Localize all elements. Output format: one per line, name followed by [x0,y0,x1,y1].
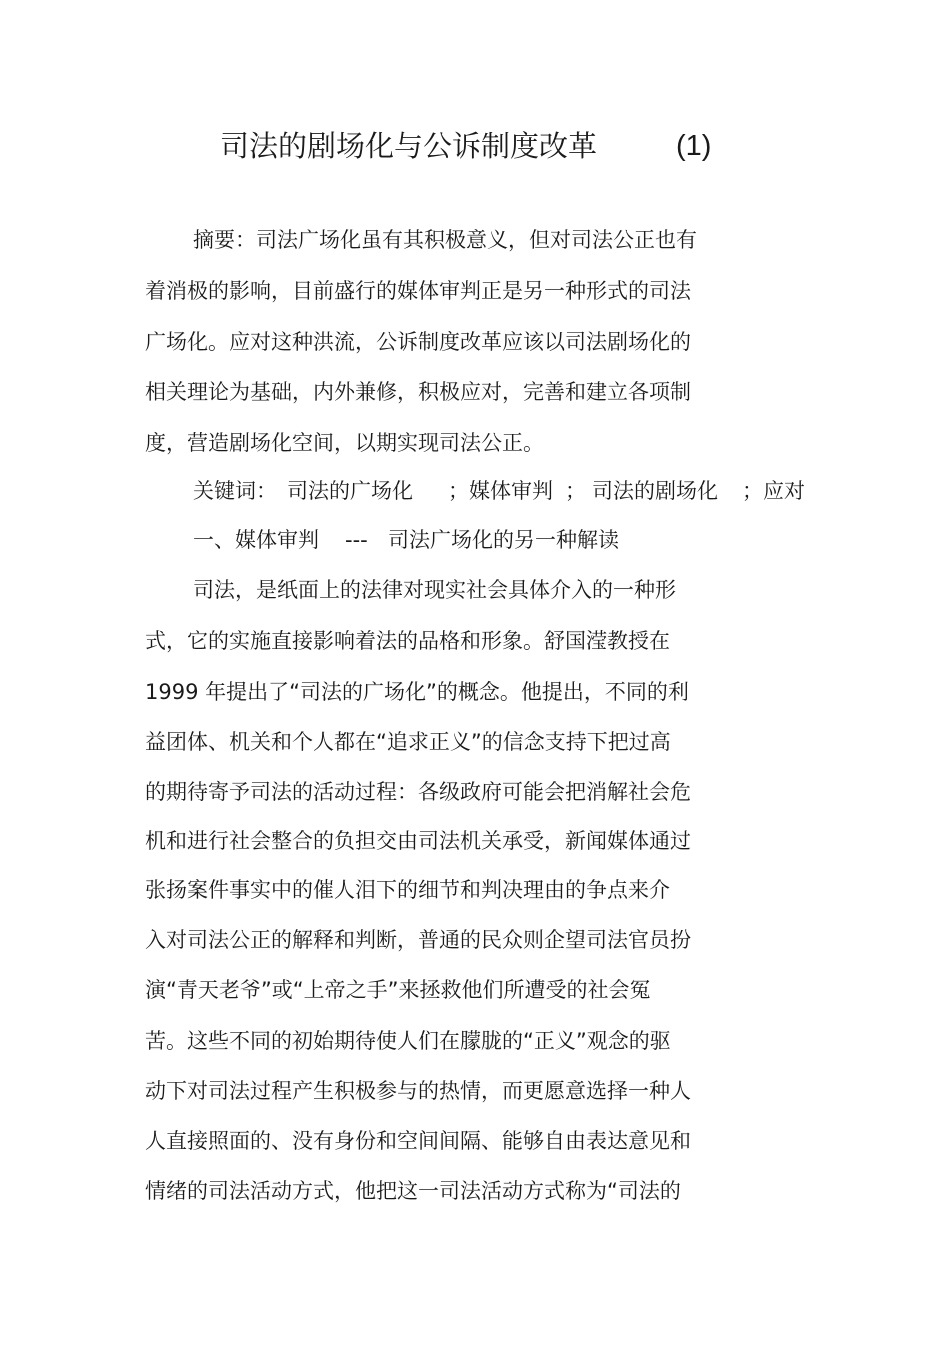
body-line: 张扬案件事实中的催人泪下的细节和判决理由的争点来介 [145,878,670,902]
body-line: 情绪的司法活动方式，他把这一司法活动方式称为“司法的 [145,1179,681,1203]
body-line: 动下对司法过程产生积极参与的热情，而更愿意选择一种人 [145,1079,691,1103]
body-line: 人直接照面的、没有身份和空间间隔、能够自由表达意见和 [145,1129,691,1153]
keywords-line [0,473,950,509]
body-line: 司法，是纸面上的法律对现实社会具体介入的一种形 [193,578,676,602]
body-line: 式，它的实施直接影响着法的品格和形象。舒国滢教授在 [145,629,670,653]
section-heading [0,522,950,558]
body-line: 1999 年提出了“司法的广场化”的概念。他提出，不同的利 [145,680,689,704]
section-heading-part: 司法广场化的另一种解读 [388,528,619,552]
title-number: (1) [676,130,712,162]
keyword-item: 司法的广场化 [287,479,413,503]
document-title [0,124,950,168]
body-line: 益团体、机关和个人都在“追求正义”的信念支持下把过高 [145,730,671,754]
body-line: 机和进行社会整合的负担交由司法机关承受，新闻媒体通过 [145,829,691,853]
abstract-line: 广场化。应对这种洪流，公诉制度改革应该以司法剧场化的 [145,330,691,354]
keywords-label: 关键词： [193,479,277,503]
abstract-line: 摘要：司法广场化虽有其积极意义，但对司法公正也有 [193,228,697,252]
section-heading-part: 一、媒体审判 [193,528,319,552]
keyword-item: ； [565,479,586,503]
abstract-line: 着消极的影响，目前盛行的媒体审判正是另一种形式的司法 [145,279,691,303]
abstract-line: 相关理论为基础，内外兼修，积极应对，完善和建立各项制 [145,380,691,404]
body-line: 演“青天老爷”或“上帝之手”来拯救他们所遭受的社会冤 [145,978,651,1002]
body-line: 入对司法公正的解释和判断，普通的民众则企望司法官员扮 [145,928,691,952]
keyword-item: ；应对 [742,479,805,503]
keyword-item: 司法的剧场化 [592,479,718,503]
body-line: 的期待寄予司法的活动过程：各级政府可能会把消解社会危 [145,780,691,804]
section-heading-separator: --- [345,528,368,552]
keyword-item: ；媒体审判 [448,479,553,503]
abstract-line: 度，营造剧场化空间，以期实现司法公正。 [145,431,544,455]
body-line: 苦。这些不同的初始期待使人们在朦胧的“正义”观念的驱 [145,1029,671,1053]
title-text: 司法的剧场化与公诉制度改革 [220,129,598,163]
